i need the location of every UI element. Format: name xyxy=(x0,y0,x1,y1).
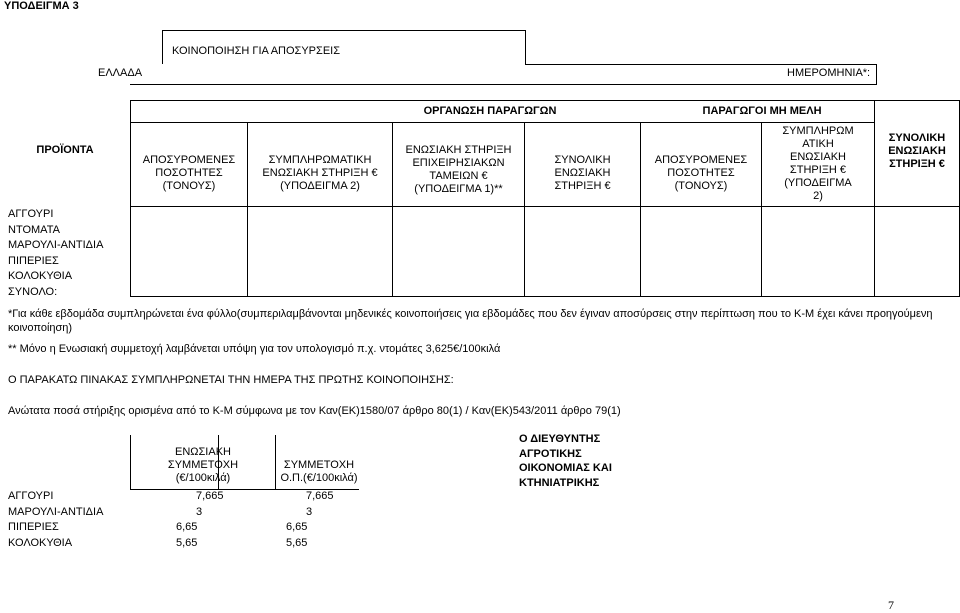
product-row: ΚΟΛΟΚΥΘΙΑ xyxy=(8,270,73,282)
product-row: ΜΑΡΟΥΛΙ-ΑΝΤΙΔΙΑ xyxy=(8,239,104,251)
support-rows xyxy=(8,489,368,551)
table-row: ΜΑΡΟΥΛΙ-ΑΝΤΙΔΙΑ 3 3 xyxy=(8,505,313,518)
instruction-first-notification: Ο ΠΑΡΑΚΑΤΩ ΠΙΝΑΚΑΣ ΣΥΜΠΛΗΡΩΝΕΤΑΙ ΤΗΝ ΗΜΕΡΑ ΤΗΣ ΠΡΩΤΗΣ ΚΟΙΝΟΠΟΙΗΣΗΣ: xyxy=(8,374,454,386)
form-header-title: ΚΟΙΝΟΠΟΙΗΣΗ ΓΙΑ ΑΠΟΣΥΡΣΕΙΣ xyxy=(172,45,341,57)
country-label: ΕΛΛΑΔΑ xyxy=(98,67,143,79)
product-list xyxy=(8,207,103,300)
total-label: ΣΥΝΟΛΟ: xyxy=(8,285,58,298)
page-title: ΥΠΟΔΕΙΓΜΑ 3 xyxy=(4,0,79,12)
group-producer-organisation: ΟΡΓΑΝΩΣΗ ΠΑΡΑΓΩΓΩΝ xyxy=(423,104,557,117)
product-row: ΝΤΟΜΑΤΑ xyxy=(8,223,60,236)
col-po-participation: ΣΥΜΜΕΤΟΧΗ Ο.Π.(€/100κιλά) xyxy=(280,459,358,484)
col-grand-total-support: ΣΥΝΟΛΙΚΗ ΕΝΩΣΙΑΚΗ ΣΤΗΡΙΞΗ € xyxy=(888,131,946,170)
page-number: 7 xyxy=(888,598,894,612)
col-products: ΠΡΟΪΟΝΤΑ xyxy=(36,143,94,156)
col-non-member-withdrawn-quantities: ΑΠΟΣΥΡΟΜΕΝΕΣ ΠΟΣΟΤΗΤΕΣ (ΤΟΝΟΥΣ) xyxy=(654,153,748,192)
product-row: ΠΙΠΕΡΙΕΣ xyxy=(8,254,59,267)
table-row: ΚΟΛΟΚΥΘΙΑ 5,65 5,65 xyxy=(8,536,308,549)
table-row: ΑΓΓΟΥΡΙ 7,665 7,665 xyxy=(8,490,334,502)
col-union-support-operational-funds: ΕΝΩΣΙΑΚΗ ΣΤΗΡΙΞΗ ΕΠΙΧΕΙΡΗΣΙΑΚΩΝ ΤΑΜΕΙΩΝ € (ΥΠΟΔΕΙΓΜΑ 1)** xyxy=(405,144,512,195)
signature-block: Ο ΔΙΕΥΘΥΝΤΗΣ ΑΓΡΟΤΙΚΗΣ ΟΙΚΟΝΟΜΙΑΣ ΚΑΙ ΚΤΗΝΙΑΤΡΙΚΗΣ xyxy=(519,433,612,489)
col-supplementary-support: ΣΥΜΠΛΗΡΩΜΑΤΙΚΗ ΕΝΩΣΙΑΚΗ ΣΤΗΡΙΞΗ € (ΥΠΟΔΕΙΓΜΑ 2) xyxy=(262,153,378,192)
col-non-member-supplementary-support: ΣΥΜΠΛΗΡΩΜ ΑΤΙΚΗ ΕΝΩΣΙΑΚΗ ΣΤΗΡΙΞΗ € (ΥΠΟΔΕΙΓΜΑ 2) xyxy=(782,125,854,202)
table-row: ΠΙΠΕΡΙΕΣ 6,65 6,65 xyxy=(8,521,308,533)
col-withdrawn-quantities: ΑΠΟΣΥΡΟΜΕΝΕΣ ΠΟΣΟΤΗΤΕΣ (ΤΟΝΟΥΣ) xyxy=(142,153,236,192)
regulation-text: Ανώτατα ποσά στήριξης ορισμένα από το Κ-Μ σύμφωνα με τον Καν(ΕΚ)1580/07 άρθρο 80(1) / Καν(ΕΚ)543/2011 άρθρο 79(1) xyxy=(8,405,621,417)
note-weekly-sheet: *Για κάθε εβδομάδα συμπληρώνεται ένα φύλλο(συμπεριλαμβάνονται μηδενικές κοινοποιήσεις για εβδομάδες που δεν έγιναν αποσύρσεις στην περίπτωση που το Κ-Μ έχει κάνει προηγούμενη κοινοποίηση) xyxy=(8,308,933,334)
date-label: ΗΜΕΡΟΜΗΝΙΑ*: xyxy=(787,67,871,79)
col-total-union-support: ΣΥΝΟΛΙΚΗ ΕΝΩΣΙΑΚΗ ΣΤΗΡΙΞΗ € xyxy=(554,153,611,192)
col-union-participation: ΕΝΩΣΙΑΚΗ ΣΥΜΜΕΤΟΧΗ (€/100κιλά) xyxy=(167,445,239,484)
product-row: ΑΓΓΟΥΡΙ xyxy=(8,208,54,220)
group-non-member-producers: ΠΑΡΑΓΩΓΟΙ ΜΗ ΜΕΛΗ xyxy=(702,104,822,117)
note-union-participation: ** Μόνο η Ενωσιακή συμμετοχή λαμβάνεται υπόψη για τον υπολογισμό π.χ. ντομάτες 3,625€/100κιλά xyxy=(8,343,501,355)
